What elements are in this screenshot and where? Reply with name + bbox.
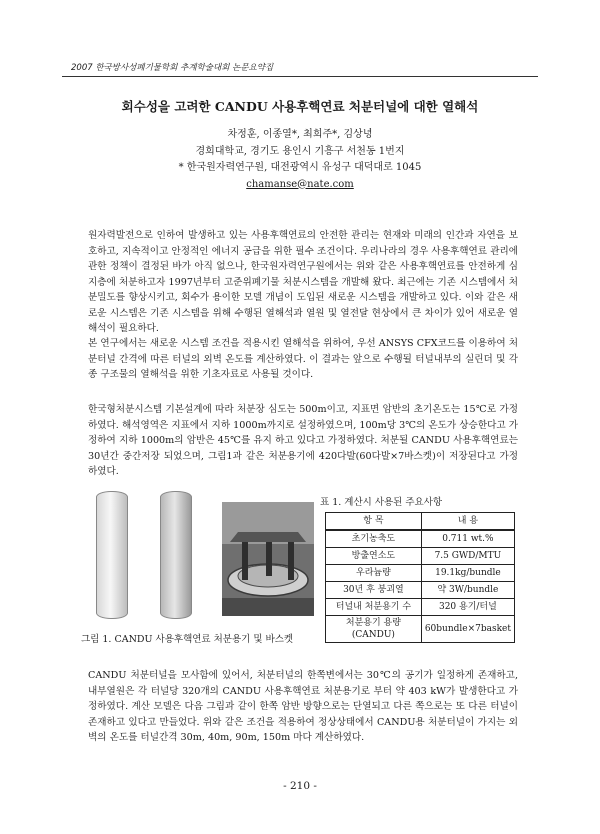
table-cell: 터널내 처분용기 수 [326,599,422,616]
paragraph-model: CANDU 처분터널을 모사함에 있어서, 처분터널의 한쪽변에서는 30℃의 공기가 일정하게 존재하고, 내부열원은 각 터널당 320개의 CANDU 사용후핵연료 처분용기로 부터 약 403 kW가 발생한다고 가정하였다. 계산 모델은 다음 그림과 같이 한쪽 암반 방향으로는 단열되고 다른 쪽으로는 또 다른 터널이 존재하고 있다고 만들었다. 위와 같은 조건을 적용하여 정상상태에서 CANDU용 처분터널이 가지는 외벽의 온도를 터널간격 30m, 40m, 90m, 150m 마다 계산하였다. [88,670,518,743]
figure-1-caption: 그림 1. CANDU 사용후핵연료 처분용기 및 바스켓 [81,634,294,645]
basket-photo [222,502,314,616]
table-cell: 30년 후 붕괴열 [326,582,422,599]
table-row [326,599,515,616]
author-names: 차정훈, 이종열*, 최희주*, 김상녕 [227,129,373,140]
table-1-caption: 표 1. 계산시 사용된 주요사항 [320,497,443,508]
table-row [326,548,515,565]
table-header-cell: 항 목 [326,513,422,531]
header-rule [62,76,538,77]
table-header-row [326,513,515,531]
table-cell: 처분용기 용량(CANDU) [326,616,422,643]
paragraph-intro: 원자력발전으로 인하여 발생하고 있는 사용후핵연료의 안전한 관리는 현재와 미래의 인간과 자연을 보호하고, 지속적이고 안정적인 에너지 공급을 위한 필수 조건이다. 우리나라의 경우 사용후핵연료 관리에 관한 정책이 결정된 바가 아직 없으나, 한국원자력연구원에서는 위와 같은 사용후핵연료를 안전하게 심지층에 처분하고자 1997년부터 고준위폐기물 처분시스템을 개발해 왔다. 최근에는 기존 시스템에서 처분밀도를 향상시키고, 회수가 용이한 모델 개념이 도입된 새로운 시스템을 개발하고 있다. 이와 같은 새로운 시스템은 기존 시스템을 위해 수행된 열해석과 열원 및 열전달 현상에서 큰 차이가 있어 새로운 열해석이 필요하다. [88,230,518,334]
author-block [0,127,600,193]
table-row [326,582,515,599]
container-basket-image [160,491,192,619]
paragraph-assumptions: 한국형처분시스템 기본설계에 따라 처분장 심도는 500m이고, 지표면 암반의 초기온도는 15℃로 가정하였다. 해석영역은 지표에서 지하 1000m까지로 설정하였으며, 100m당 3℃의 온도가 상승한다고 가정하여 지하 1000m의 암반은 45℃를 유지 하고 있다고 가정하였다. 처분될 CANDU 사용후핵연료는 30년간 중간저장 되었으며, 그림1과 같은 처분용기에 420다발(60다발×7바스켓)이 저장된다고 가정하였다. [88,404,518,477]
table-cell: 약 3W/bundle [421,582,514,599]
table-cell: 19.1kg/bundle [421,565,514,582]
table-cell: 320 용기/터널 [421,599,514,616]
disposal-container-image [96,491,128,619]
table-cell: 0.711 wt.% [421,530,514,548]
table-row [326,616,515,643]
page-number: - 210 - [283,780,317,792]
table-cell: 60bundle×7basket [421,616,514,643]
table-cell: 방출연소도 [326,548,422,565]
table-cell: 7.5 GWD/MTU [421,548,514,565]
table-row [326,530,515,548]
conference-header: 2007 한국방사성폐기물학회 추계학술대회 논문요약집 [71,63,274,73]
table-cell: 우라늄량 [326,565,422,582]
author-email[interactable]: chamanse@nate.com [246,178,354,190]
paragraph-method: 본 연구에서는 새로운 시스템 조건을 적용시킨 열해석을 위하여, 우선 ANSYS CFX코드를 이용하여 처분터널 간격에 따른 터널의 외벽 온도를 계산하였다. 이 결과는 앞으로 수행될 터널내부의 실린더 및 각종 구조물의 열해석을 위한 기초자료로 사용될 것이다. [88,338,518,380]
table-cell: 초기농축도 [326,530,422,548]
table-row [326,565,515,582]
affiliation-2: * 한국원자력연구원, 대전광역시 유성구 대덕대로 1045 [178,162,422,173]
parameters-table [325,512,515,643]
paper-title: 회수성을 고려한 CANDU 사용후핵연료 처분터널에 대한 열해석 [121,99,479,114]
table-header-cell: 내 용 [421,513,514,531]
affiliation-1: 경희대학교, 경기도 용인시 기흥구 서천동 1번지 [195,145,405,157]
